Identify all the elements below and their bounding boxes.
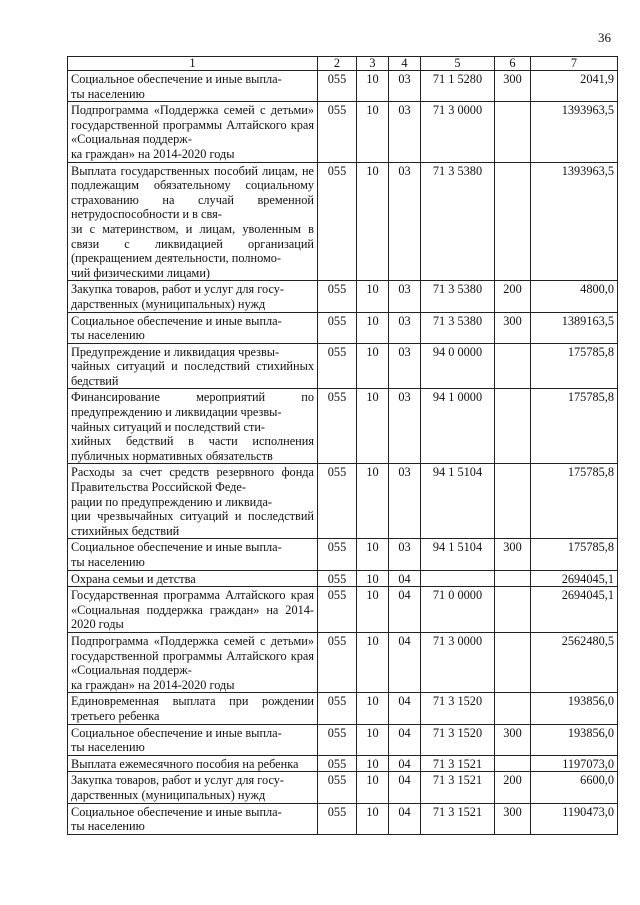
cell-target-item: 71 3 1521 bbox=[421, 803, 495, 834]
cell-amount: 175785,8 bbox=[531, 539, 618, 570]
cell-section: 10 bbox=[357, 693, 389, 724]
cell-name: Единовременная выплата при рождении третьего ребенка bbox=[68, 693, 318, 724]
cell-target-item: 71 3 0000 bbox=[421, 632, 495, 692]
cell-target-item bbox=[421, 570, 495, 587]
cell-ministry: 055 bbox=[318, 343, 357, 389]
cell-subsection: 04 bbox=[389, 724, 421, 755]
cell-name: Социальное обеспечение и иные выпла- ты населению bbox=[68, 312, 318, 343]
table-row bbox=[68, 772, 618, 803]
cell-section: 10 bbox=[357, 772, 389, 803]
cell-subsection: 04 bbox=[389, 803, 421, 834]
cell-subsection: 04 bbox=[389, 632, 421, 692]
header-col-6: 6 bbox=[495, 57, 531, 71]
cell-section: 10 bbox=[357, 102, 389, 162]
cell-ministry: 055 bbox=[318, 755, 357, 772]
cell-amount: 193856,0 bbox=[531, 693, 618, 724]
cell-ministry: 055 bbox=[318, 312, 357, 343]
page-number: 36 bbox=[598, 30, 611, 45]
cell-subsection: 03 bbox=[389, 312, 421, 343]
cell-amount: 175785,8 bbox=[531, 343, 618, 389]
cell-expense-type: 200 bbox=[495, 772, 531, 803]
cell-expense-type: 300 bbox=[495, 803, 531, 834]
cell-target-item: 71 3 1520 bbox=[421, 693, 495, 724]
cell-section: 10 bbox=[357, 587, 389, 633]
cell-ministry: 055 bbox=[318, 803, 357, 834]
cell-expense-type bbox=[495, 570, 531, 587]
cell-subsection: 04 bbox=[389, 693, 421, 724]
budget-table bbox=[67, 56, 618, 835]
cell-target-item: 71 3 1521 bbox=[421, 772, 495, 803]
cell-subsection: 03 bbox=[389, 102, 421, 162]
cell-amount: 4800,0 bbox=[531, 281, 618, 312]
cell-expense-type bbox=[495, 162, 531, 281]
cell-amount: 193856,0 bbox=[531, 724, 618, 755]
table-row bbox=[68, 312, 618, 343]
cell-expense-type bbox=[495, 389, 531, 464]
cell-section: 10 bbox=[357, 632, 389, 692]
table-row bbox=[68, 587, 618, 633]
table-row bbox=[68, 755, 618, 772]
cell-subsection: 03 bbox=[389, 162, 421, 281]
cell-subsection: 03 bbox=[389, 464, 421, 539]
table-row bbox=[68, 343, 618, 389]
cell-subsection: 04 bbox=[389, 587, 421, 633]
cell-expense-type bbox=[495, 343, 531, 389]
cell-subsection: 03 bbox=[389, 389, 421, 464]
cell-section: 10 bbox=[357, 312, 389, 343]
cell-name: Выплата ежемесячного пособия на ребенка bbox=[68, 755, 318, 772]
table-row bbox=[68, 389, 618, 464]
cell-section: 10 bbox=[357, 389, 389, 464]
cell-name: Государственная программа Алтайского края «Социальная поддержка граждан» на 2014-2020 годы bbox=[68, 587, 318, 633]
cell-section: 10 bbox=[357, 755, 389, 772]
cell-ministry: 055 bbox=[318, 632, 357, 692]
cell-expense-type: 300 bbox=[495, 539, 531, 570]
cell-amount: 6600,0 bbox=[531, 772, 618, 803]
table-row bbox=[68, 693, 618, 724]
cell-target-item: 94 1 5104 bbox=[421, 539, 495, 570]
table-row bbox=[68, 632, 618, 692]
table-row bbox=[68, 539, 618, 570]
cell-section: 10 bbox=[357, 724, 389, 755]
cell-amount: 1393963,5 bbox=[531, 102, 618, 162]
table-row bbox=[68, 724, 618, 755]
cell-ministry: 055 bbox=[318, 102, 357, 162]
cell-subsection: 04 bbox=[389, 570, 421, 587]
cell-expense-type: 300 bbox=[495, 312, 531, 343]
cell-subsection: 03 bbox=[389, 343, 421, 389]
header-col-5: 5 bbox=[421, 57, 495, 71]
cell-name: Подпрограмма «Поддержка семей с детьми» государственной программы Алтайского края «Социальная поддерж- ка граждан» на 2014-2020 годы bbox=[68, 632, 318, 692]
cell-amount: 2694045,1 bbox=[531, 570, 618, 587]
cell-section: 10 bbox=[357, 570, 389, 587]
cell-section: 10 bbox=[357, 803, 389, 834]
cell-expense-type: 300 bbox=[495, 724, 531, 755]
cell-name: Предупреждение и ликвидация чрезвы- чайных ситуаций и последствий стихийных бедствий bbox=[68, 343, 318, 389]
cell-amount: 1190473,0 bbox=[531, 803, 618, 834]
cell-target-item: 71 3 5380 bbox=[421, 281, 495, 312]
cell-amount: 1393963,5 bbox=[531, 162, 618, 281]
cell-name: Социальное обеспечение и иные выпла- ты населению bbox=[68, 803, 318, 834]
cell-expense-type bbox=[495, 632, 531, 692]
cell-name: Социальное обеспечение и иные выпла- ты населению bbox=[68, 724, 318, 755]
cell-ministry: 055 bbox=[318, 281, 357, 312]
cell-name: Социальное обеспечение и иные выпла- ты населению bbox=[68, 71, 318, 102]
cell-ministry: 055 bbox=[318, 162, 357, 281]
cell-section: 10 bbox=[357, 464, 389, 539]
cell-name: Финансирование мероприятий по предупреждению и ликвидации чрезвы- чайных ситуаций и последствий сти- хийных бедствий в части исполнения публичных нормативных обязательств bbox=[68, 389, 318, 464]
cell-subsection: 04 bbox=[389, 772, 421, 803]
cell-target-item: 71 3 5380 bbox=[421, 312, 495, 343]
cell-ministry: 055 bbox=[318, 464, 357, 539]
cell-target-item: 71 1 5280 bbox=[421, 71, 495, 102]
cell-expense-type: 200 bbox=[495, 281, 531, 312]
cell-target-item: 94 1 5104 bbox=[421, 464, 495, 539]
cell-target-item: 71 3 1521 bbox=[421, 755, 495, 772]
cell-ministry: 055 bbox=[318, 724, 357, 755]
cell-expense-type: 300 bbox=[495, 71, 531, 102]
cell-subsection: 04 bbox=[389, 755, 421, 772]
cell-ministry: 055 bbox=[318, 389, 357, 464]
cell-name: Закупка товаров, работ и услуг для госу- дарственных (муниципальных) нужд bbox=[68, 772, 318, 803]
cell-name: Подпрограмма «Поддержка семей с детьми» государственной программы Алтайского края «Социальная поддерж- ка граждан» на 2014-2020 годы bbox=[68, 102, 318, 162]
cell-target-item: 94 1 0000 bbox=[421, 389, 495, 464]
cell-target-item: 94 0 0000 bbox=[421, 343, 495, 389]
table-row bbox=[68, 570, 618, 587]
table-row bbox=[68, 102, 618, 162]
cell-expense-type bbox=[495, 587, 531, 633]
cell-amount: 175785,8 bbox=[531, 464, 618, 539]
table-row bbox=[68, 281, 618, 312]
cell-ministry: 055 bbox=[318, 570, 357, 587]
cell-target-item: 71 3 1520 bbox=[421, 724, 495, 755]
cell-expense-type bbox=[495, 755, 531, 772]
cell-amount: 2041,9 bbox=[531, 71, 618, 102]
cell-amount: 2562480,5 bbox=[531, 632, 618, 692]
cell-expense-type bbox=[495, 693, 531, 724]
header-col-3: 3 bbox=[357, 57, 389, 71]
cell-section: 10 bbox=[357, 539, 389, 570]
table-row bbox=[68, 464, 618, 539]
cell-subsection: 03 bbox=[389, 281, 421, 312]
cell-amount: 2694045,1 bbox=[531, 587, 618, 633]
cell-ministry: 055 bbox=[318, 71, 357, 102]
cell-amount: 175785,8 bbox=[531, 389, 618, 464]
header-col-1: 1 bbox=[68, 57, 318, 71]
cell-ministry: 055 bbox=[318, 539, 357, 570]
table-row bbox=[68, 71, 618, 102]
table-header-row bbox=[68, 57, 618, 71]
cell-section: 10 bbox=[357, 162, 389, 281]
cell-amount: 1197073,0 bbox=[531, 755, 618, 772]
cell-name: Расходы за счет средств резервного фонда Правительства Российской Феде- рации по предупреждению и ликвида- ции чрезвычайных ситуаций и последствий стихийных бедствий bbox=[68, 464, 318, 539]
cell-target-item: 71 3 5380 bbox=[421, 162, 495, 281]
cell-amount: 1389163,5 bbox=[531, 312, 618, 343]
header-col-2: 2 bbox=[318, 57, 357, 71]
cell-target-item: 71 0 0000 bbox=[421, 587, 495, 633]
cell-section: 10 bbox=[357, 71, 389, 102]
table-row bbox=[68, 162, 618, 281]
cell-ministry: 055 bbox=[318, 587, 357, 633]
header-col-7: 7 bbox=[531, 57, 618, 71]
table-row bbox=[68, 803, 618, 834]
cell-name: Закупка товаров, работ и услуг для госу- дарственных (муниципальных) нужд bbox=[68, 281, 318, 312]
cell-section: 10 bbox=[357, 343, 389, 389]
cell-expense-type bbox=[495, 102, 531, 162]
cell-subsection: 03 bbox=[389, 71, 421, 102]
cell-name: Выплата государственных пособий лицам, не подлежащим обязательному социальному страхованию на случай временной нетрудоспособности и в свя- зи с материнством, и лицам, уволенным в связи с ликвидацией организаций (прекращением деятельности, полномо- чий физическими лицами) bbox=[68, 162, 318, 281]
cell-subsection: 03 bbox=[389, 539, 421, 570]
cell-section: 10 bbox=[357, 281, 389, 312]
cell-expense-type bbox=[495, 464, 531, 539]
cell-ministry: 055 bbox=[318, 772, 357, 803]
cell-name: Социальное обеспечение и иные выпла- ты населению bbox=[68, 539, 318, 570]
cell-target-item: 71 3 0000 bbox=[421, 102, 495, 162]
header-col-4: 4 bbox=[389, 57, 421, 71]
cell-ministry: 055 bbox=[318, 693, 357, 724]
cell-name: Охрана семьи и детства bbox=[68, 570, 318, 587]
